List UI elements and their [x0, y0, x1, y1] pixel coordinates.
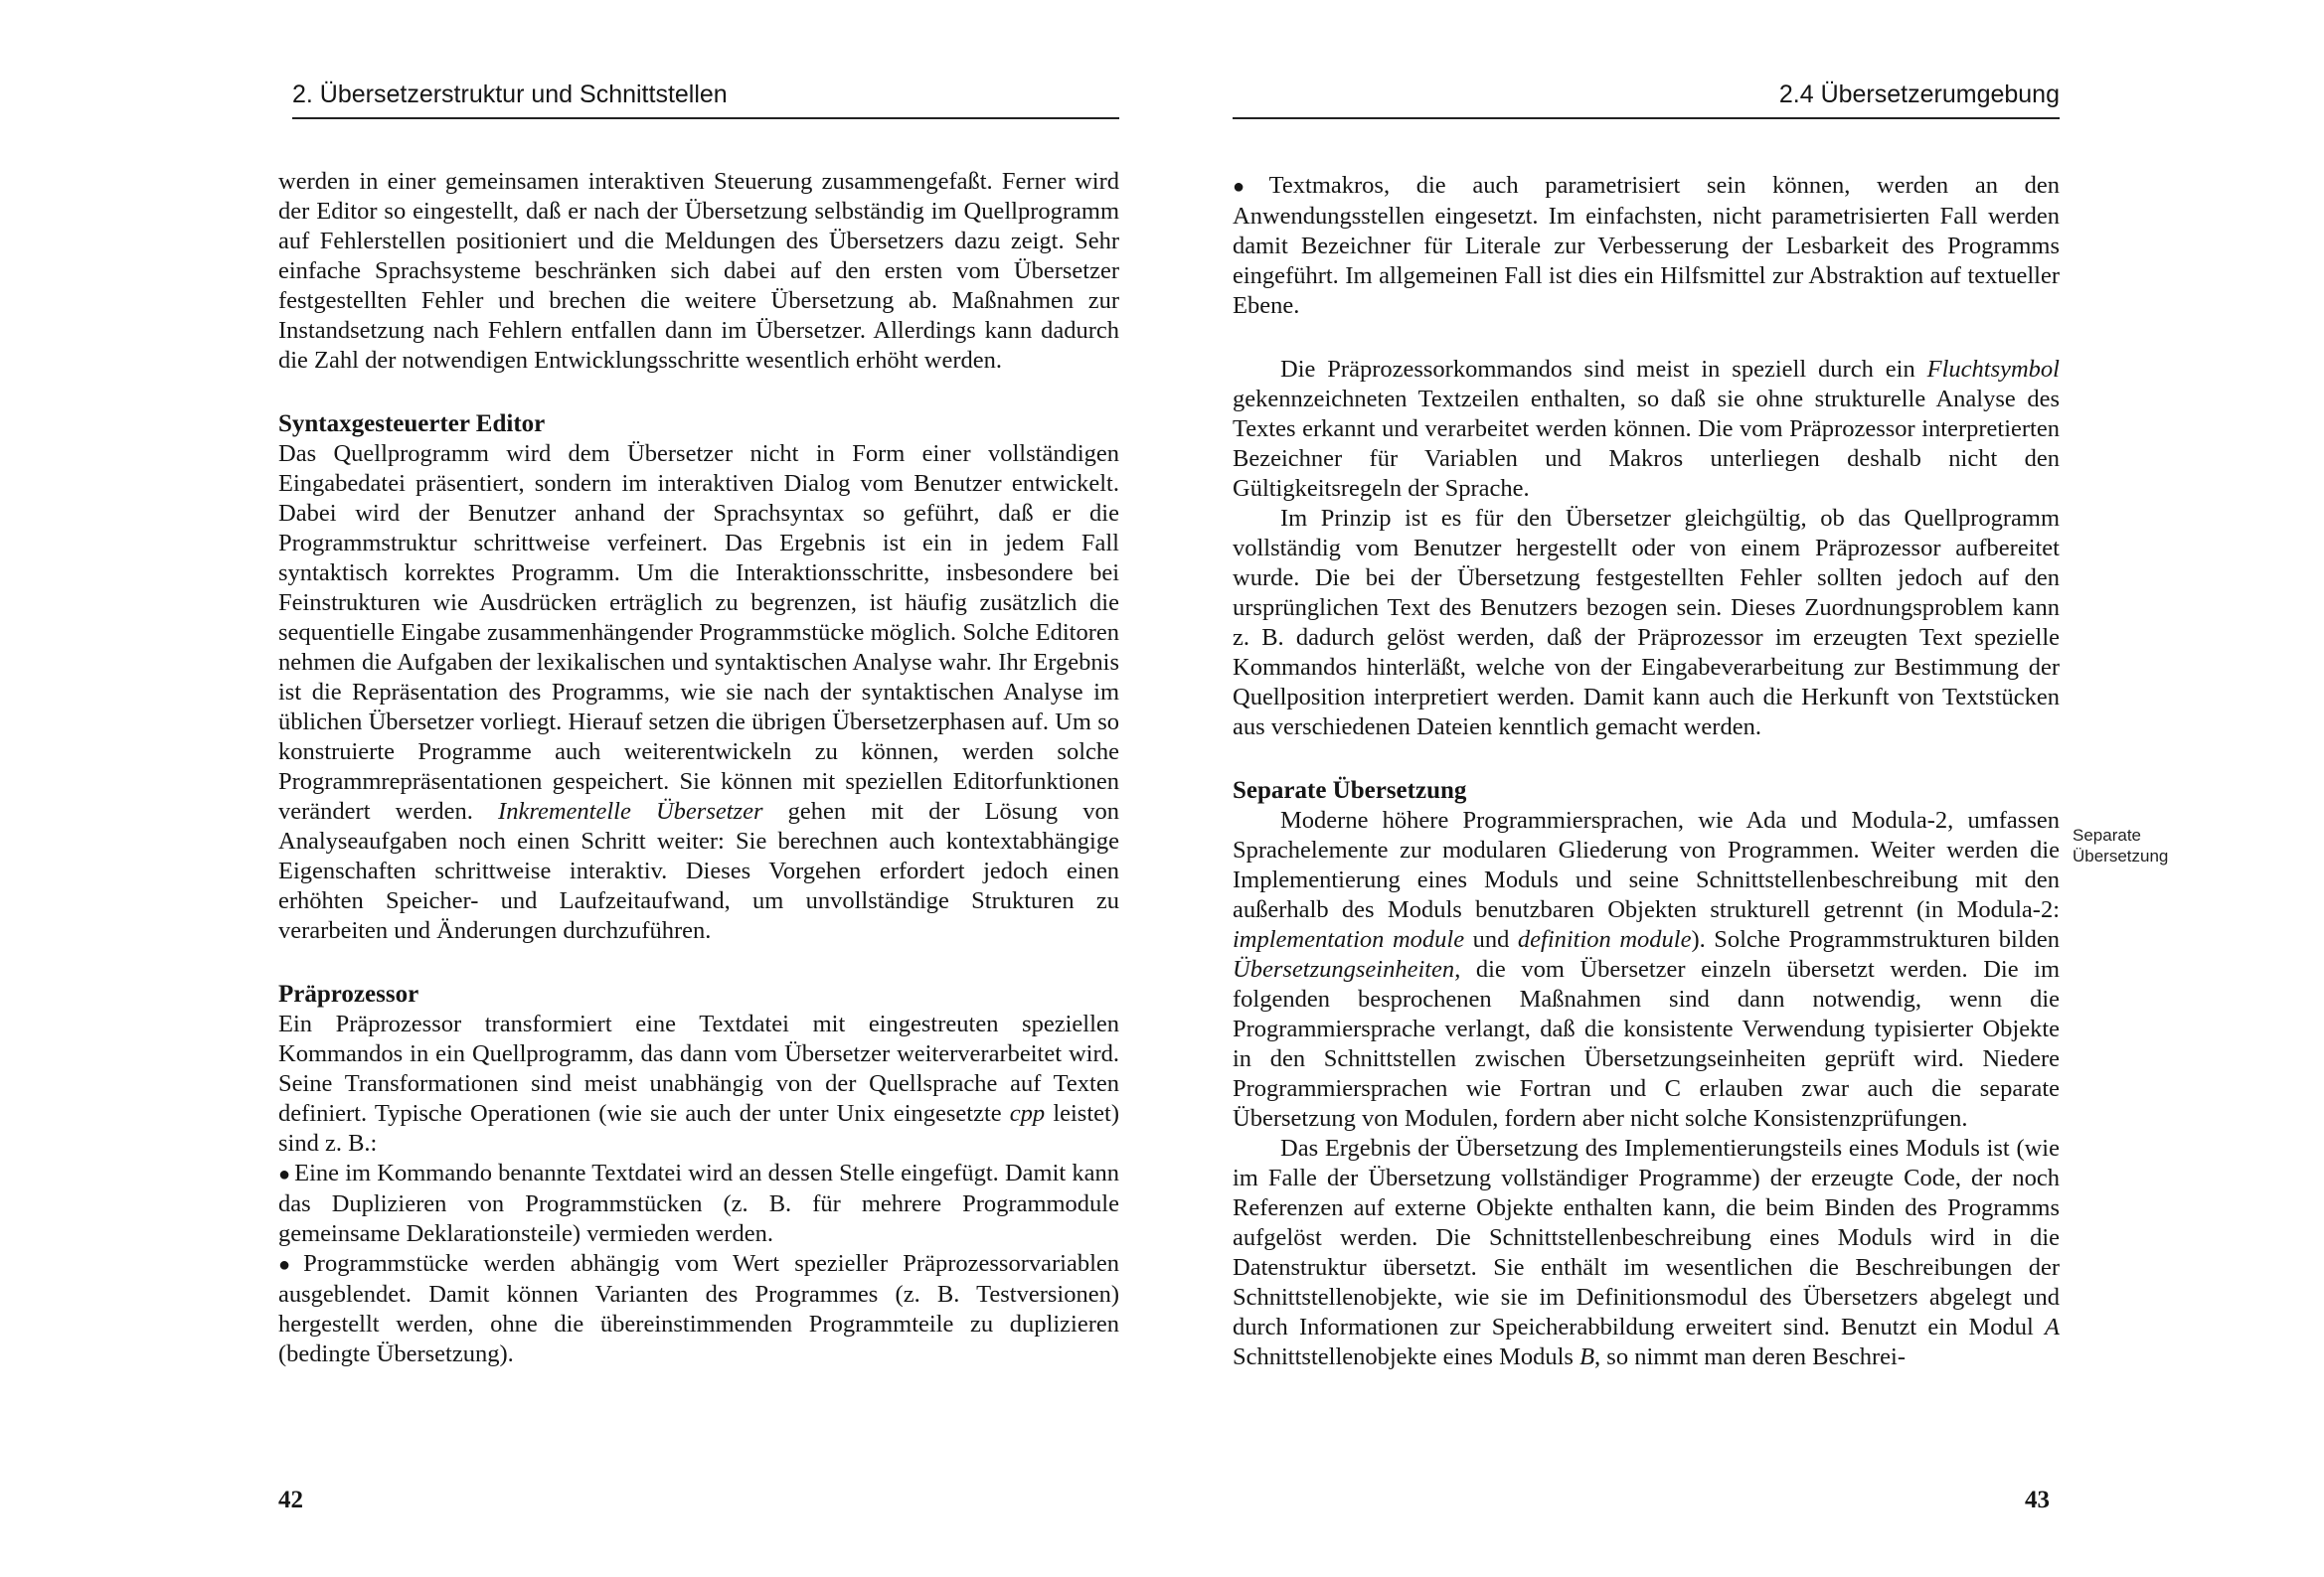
sep-italic-units: Übersetzungseinheiten	[1233, 956, 1455, 983]
bullet-icon: ●	[278, 1164, 291, 1185]
sep-italic-definition: definition module	[1517, 926, 1692, 953]
prep-text-part2: leistet) sind z. B.:	[278, 1100, 1119, 1157]
right-page-number: 43	[2025, 1487, 2050, 1513]
syntax-editor-paragraph	[278, 439, 1119, 946]
bullet-icon: ●	[278, 1254, 300, 1276]
bullet-item-macros	[1233, 171, 2060, 321]
bullet-item-include	[278, 1159, 1119, 1249]
right-page	[1233, 0, 2060, 1577]
sep2-text-part1: Das Ergebnis der Übersetzung des Implementierungsteils eines Moduls ist (wie im Falle der Übersetzung vollständiger Programme) der erzeugte Code, der noch Referenzen auf externe Objekte enthalten kann, die beim Binden des Programms aufgelöst werden. Die Schnittstellenbeschreibung eines Moduls wird in die Datenstruktur übersetzt. Sie enthält im wesentlichen die Beschreibungen der Schnittstellenobjekte, wie sie im Definitionsmodul des Übersetzers abgelegt und durch Informationen zur Speicherabbildung erweitert sind. Benutzt ein Modul	[1233, 1135, 2060, 1340]
syntax-italic-term: Inkrementelle Übersetzer	[498, 798, 763, 825]
left-page	[278, 0, 1119, 1577]
syntax-text-part1: Das Quellprogramm wird dem Übersetzer nicht in Form einer vollständigen Eingabedatei präsentiert, sondern im interaktiven Dialog vom Benutzer entwickelt. Dabei wird der Benutzer anhand der Sprachsyntax so geführt, daß er die Programmstruktur schrittweise verfeinert. Das Ergebnis ist ein in jedem Fall syntaktisch korrektes Programm. Um die Interaktionsschritte, insbesondere bei Feinstrukturen wie Ausdrücken erträglich zu begrenzen, ist häufig zusätzlich die sequentielle Eingabe zusammenhängender Programmstücke möglich. Solche Editoren nehmen die Aufgaben der lexikalischen und syntaktischen Analyse wahr. Ihr Ergebnis ist die Repräsentation des Programms, wie sie nach der syntaktischen Analyse im üblichen Übersetzer vorliegt. Hierauf setzen die übrigen Übersetzerphasen auf. Um so konstruierte Programme auch weiterentwickeln zu können, werden solche Programmrepräsentationen gespeichert. Sie können mit speziellen Editorfunktionen verändert werden.	[278, 440, 1119, 825]
margin-note-line2: Übersetzung	[2073, 847, 2169, 866]
preprocessor-commands-paragraph	[1233, 355, 2060, 504]
left-body-text	[278, 167, 1119, 1369]
preprocessor-paragraph	[278, 1010, 1119, 1159]
para1-italic-term: Fluchtsymbol	[1926, 356, 2060, 383]
principle-paragraph: Im Prinzip ist es für den Übersetzer gleichgültig, ob das Quellprogramm vollständig vom Benutzer hergestellt oder von einem Präprozessor aufbereitet wurde. Die bei der Übersetzung festgestellten Fehler sollten jedoch auf den ursprünglichen Text des Benutzers bezogen sein. Dieses Zuordnungsproblem kann z. B. dadurch gelöst werden, daß der Präprozessor im erzeugten Text spezielle Kommandos hinterläßt, welche von der Eingabeverarbeitung zur Bestimmung der Quellposition interpretiert werden. Damit kann auch die Herkunft von Textstücken aus verschiedenen Dateien kenntlich gemacht werden.	[1233, 505, 2060, 740]
left-page-number: 42	[278, 1487, 303, 1513]
prep-text-part1: Ein Präprozessor transformiert eine Textdatei mit eingestreuten speziellen Kommandos in ein Quellprogramm, das dann vom Übersetzer weiterverarbeitet wird. Seine Transformationen sind meist unabhängig von der Quellsprache auf Texten definiert. Typische Operationen (wie sie auch der unter Unix eingesetzte	[278, 1011, 1119, 1127]
bullet-text: Programmstücke werden abhängig vom Wert spezieller Präprozessorvariablen ausgeblendet. Damit können Varianten des Programmes (z. B. Testversionen) hergestellt werden, ohne die übereinstimmenden Programmteile zu duplizieren (bedingte Übersetzung).	[278, 1250, 1119, 1367]
sep2-text-part3: , so nimmt man deren Beschrei-	[1594, 1343, 1907, 1370]
separate-compilation-paragraph	[1233, 806, 2060, 1134]
margin-note	[2073, 825, 2212, 867]
bullet-icon: ●	[1233, 176, 1265, 198]
sep-text-part1: Moderne höhere Programmiersprachen, wie Ada und Modula-2, umfassen Sprachelemente zur modularen Gliederung von Programmen. Weiter werden die Implementierung eines Moduls und seine Schnittstellenbeschreibung mit den außerhalb des Moduls benutzbaren Objekten strukturell getrennt (in Modula-2:	[1233, 807, 2060, 923]
separate-compilation-heading: Separate Übersetzung	[1233, 777, 1467, 804]
sep2-italic-b: B	[1579, 1343, 1595, 1370]
bullet-text: Textmakros, die auch parametrisiert sein können, werden an den Anwendungsstellen eingesetzt. Im einfachsten, nicht parametrisierten Fall werden damit Bezeichner für Literale zur Verbesserung der Lesbarkeit des Programms eingeführt. Im allgemeinen Fall ist dies ein Hilfsmittel zur Abstraktion auf textueller Ebene.	[1233, 172, 2060, 319]
syntax-text-part2: gehen mit der Lösung von Analyseaufgaben noch einen Schritt weiter: Sie berechnen auch kontextabhängige Eigenschaften schrittweise interaktiv. Dieses Vorgehen erfordert jedoch einen erhöhten Speicher- und Laufzeitaufwand, um unvollständige Strukturen zu verarbeiten und Änderungen durchzuführen.	[278, 798, 1120, 944]
bullet-text: Eine im Kommando benannte Textdatei wird an dessen Stelle eingefügt. Damit kann das Duplizieren von Programmstücken (z. B. für mehrere Programmodule gemeinsame Deklarationsteile) vermieden werden.	[278, 1160, 1119, 1247]
para1-text-part1: Die Präprozessorkommandos sind meist in speziell durch ein	[1280, 356, 1927, 383]
syntax-editor-heading: Syntaxgesteuerter Editor	[278, 410, 546, 437]
intro-paragraph: werden in einer gemeinsamen interaktiven Steuerung zusammengefaßt. Ferner wird der Editor so eingestellt, daß er nach der Übersetzung selbständig im Quellprogramm auf Fehlerstellen positioniert und die Meldungen des Übersetzers dazu zeigt. Sehr einfache Sprachsysteme beschränken sich dabei auf den ersten vom Übersetzer festgestellten Fehler und brechen die weitere Übersetzung ab. Maßnahmen zur Instandsetzung nach Fehlern entfallen dann im Übersetzer. Allerdings kann dadurch die Zahl der notwendigen Entwicklungsschritte wesentlich erhöht werden.	[278, 168, 1119, 374]
sep-italic-implementation: implementation module	[1233, 926, 1465, 953]
sep2-text-part2: Schnittstellenobjekte eines Moduls	[1233, 1343, 1580, 1370]
preprocessor-heading: Präprozessor	[278, 981, 419, 1008]
sep2-italic-a: A	[2045, 1314, 2060, 1340]
sep-text-part3: , die vom Übersetzer einzeln übersetzt werden. Die im folgenden besprochenen Maßnahmen sind dann notwendig, wenn die Programmiersprache verlangt, daß die konsistente Verwendung typisierter Objekte in den Schnittstellen zwischen Übersetzungseinheiten geprüft wird. Niedere Programmiersprachen wie Fortran und C erlauben zwar auch die separate Übersetzung von Modulen, fordern aber nicht solche Konsistenzprüfungen.	[1233, 956, 2060, 1132]
margin-note-line1: Separate	[2073, 826, 2141, 845]
para1-text-part2: gekennzeichneten Textzeilen enthalten, so daß sie ohne strukturelle Analyse des Textes erkannt und verarbeitet werden können. Die vom Präprozessor interpretierten Bezeichner für Variablen und Makros unterliegen deshalb nicht den Gültigkeitsregeln der Sprache.	[1233, 386, 2060, 502]
sep-text-part2: ). Solche Programmstrukturen bilden	[1691, 926, 2061, 953]
right-running-head: 2.4 Übersetzerumgebung	[1233, 78, 2060, 119]
bullet-item-conditional	[278, 1249, 1119, 1369]
sep-text-and: und	[1464, 926, 1518, 953]
compilation-result-paragraph	[1233, 1134, 2060, 1372]
left-running-head: 2. Übersetzerstruktur und Schnittstellen	[292, 78, 1119, 119]
right-body-text	[1233, 171, 2060, 1372]
prep-italic-term: cpp	[1009, 1100, 1046, 1127]
